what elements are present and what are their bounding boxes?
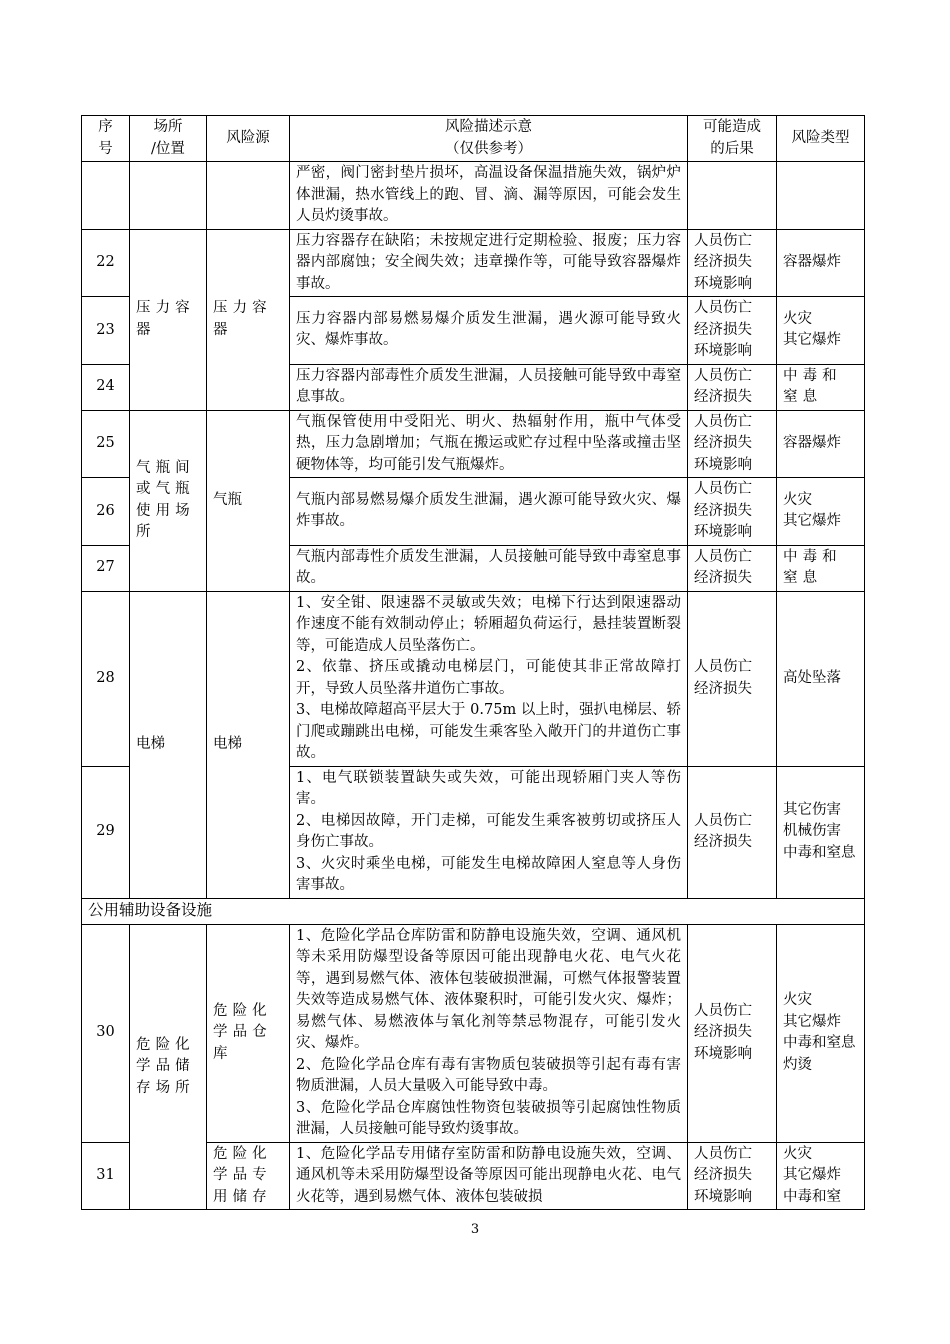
cell-no <box>82 162 130 230</box>
cell-consequence: 人员伤亡 经济损失 环境影响 <box>688 924 777 1142</box>
cell-no: 28 <box>82 591 130 766</box>
header-source: 风险源 <box>207 116 290 162</box>
cell-no: 25 <box>82 410 130 478</box>
table-row <box>82 591 865 766</box>
cell-consequence: 人员伤亡 经济损失 环境影响 <box>688 478 777 546</box>
header-place: 场所 /位置 <box>130 116 207 162</box>
cell-place: 电梯 <box>130 591 207 898</box>
cell-consequence: 人员伤亡 经济损失 环境影响 <box>688 1142 777 1210</box>
cell-desc: 气瓶内部毒性介质发生泄漏，人员接触可能导致中毒窒息事故。 <box>290 545 688 591</box>
cell-type: 中毒和窒息 <box>777 364 865 410</box>
cell-desc: 1、危险化学品仓库防雷和防静电设施失效，空调、通风机等未采用防爆型设备等原因可能出现静电火花、电气火花等，遇到易燃气体、液体包装破损泄漏，可燃气体报警装置失效等造成易燃气体、液体聚积时，可能引发火灾、爆炸；易燃气体、易燃液体与氧化剂等禁忌物混存，可能引发火灾、爆炸。 2、危险化学品仓库有毒有害物质包装破损等引起有毒有害物质泄漏，人员大量吸入可能导致中毒。 3、危险化学品仓库腐蚀性物资包装破损等引起腐蚀性物质泄漏，人员接触可能导致灼烫事故。 <box>290 924 688 1142</box>
cell-desc: 严密，阀门密封垫片损坏，高温设备保温措施失效，锅炉炉体泄漏，热水管线上的跑、冒、滴、漏等原因，可能会发生人员灼烫事故。 <box>290 162 688 230</box>
cell-consequence: 人员伤亡 经济损失 <box>688 364 777 410</box>
cell-source: 危险化学品专用储存 <box>207 1142 290 1210</box>
cell-consequence: 人员伤亡 经济损失 <box>688 591 777 766</box>
header-row <box>82 116 865 162</box>
cell-source: 电梯 <box>207 591 290 898</box>
risk-table <box>81 115 865 1210</box>
cell-type: 中毒和窒息 <box>777 545 865 591</box>
cell-consequence: 人员伤亡 经济损失 <box>688 766 777 898</box>
cell-type: 容器爆炸 <box>777 229 865 297</box>
page-number: 3 <box>470 1222 480 1237</box>
cell-consequence: 人员伤亡 经济损失 环境影响 <box>688 410 777 478</box>
cell-desc: 压力容器存在缺陷；未按规定进行定期检验、报废；压力容器内部腐蚀；安全阀失效；违章操作等，可能导致容器爆炸事故。 <box>290 229 688 297</box>
cell-desc: 1、安全钳、限速器不灵敏或失效；电梯下行达到限速器动作速度不能有效制动停止；轿厢超负荷运行，悬挂装置断裂等，可能造成人员坠落伤亡。 2、依靠、挤压或撬动电梯层门，可能使其非正常故障打开，导致人员坠落井道伤亡事故。 3、电梯故障超高平层大于 0.75m 以上时，强扒电梯层、轿门爬或蹦跳出电梯，可能发生乘客坠入敞开门的井道伤亡事故。 <box>290 591 688 766</box>
cell-source: 危险化学品仓库 <box>207 924 290 1142</box>
cell-type: 火灾 其它爆炸 <box>777 297 865 365</box>
cell-consequence: 人员伤亡 经济损失 环境影响 <box>688 229 777 297</box>
table-row <box>82 229 865 297</box>
cell-no: 26 <box>82 478 130 546</box>
table-row <box>82 924 865 1142</box>
cell-no: 29 <box>82 766 130 898</box>
cell-type <box>777 162 865 230</box>
cell-desc: 气瓶内部易燃易爆介质发生泄漏，遇火源可能导致火灾、爆炸事故。 <box>290 478 688 546</box>
cell-place <box>130 162 207 230</box>
cell-consequence: 人员伤亡 经济损失 环境影响 <box>688 297 777 365</box>
cell-desc: 1、危险化学品专用储存室防雷和防静电设施失效，空调、通风机等未采用防爆型设备等原因可能出现静电火花、电气火花等，遇到易燃气体、液体包装破损 <box>290 1142 688 1210</box>
cell-source: 压力容器 <box>207 229 290 410</box>
cell-consequence <box>688 162 777 230</box>
cell-source <box>207 162 290 230</box>
section-title: 公用辅助设备设施 <box>82 898 865 924</box>
cell-type: 其它伤害 机械伤害 中毒和窒息 <box>777 766 865 898</box>
cell-desc: 压力容器内部易燃易爆介质发生泄漏，遇火源可能导致火灾、爆炸事故。 <box>290 297 688 365</box>
cell-no: 23 <box>82 297 130 365</box>
header-type: 风险类型 <box>777 116 865 162</box>
cell-consequence: 人员伤亡 经济损失 <box>688 545 777 591</box>
header-consequence: 可能造成 的后果 <box>688 116 777 162</box>
header-desc: 风险描述示意 （仅供参考） <box>290 116 688 162</box>
cell-type: 火灾 其它爆炸 <box>777 478 865 546</box>
cell-desc: 压力容器内部毒性介质发生泄漏，人员接触可能导致中毒窒息事故。 <box>290 364 688 410</box>
cell-no: 30 <box>82 924 130 1142</box>
cell-no: 31 <box>82 1142 130 1210</box>
cell-no: 22 <box>82 229 130 297</box>
table-row <box>82 410 865 478</box>
cell-type: 火灾 其它爆炸 中毒和窒息 灼烫 <box>777 924 865 1142</box>
cell-place: 危险化学品储存场所 <box>130 924 207 1210</box>
cell-no: 24 <box>82 364 130 410</box>
table-row <box>82 162 865 230</box>
cell-type: 高处坠落 <box>777 591 865 766</box>
section-row <box>82 898 865 924</box>
cell-no: 27 <box>82 545 130 591</box>
cell-place: 气瓶间或气瓶使用场所 <box>130 410 207 591</box>
cell-place: 压力容器 <box>130 229 207 410</box>
cell-type: 火灾 其它爆炸 中毒和窒 <box>777 1142 865 1210</box>
cell-source: 气瓶 <box>207 410 290 591</box>
cell-desc: 1、电气联锁装置缺失或失效，可能出现轿厢门夹人等伤害。 2、电梯因故障，开门走梯，可能发生乘客被剪切或挤压人身伤亡事故。 3、火灾时乘坐电梯，可能发生电梯故障困人窒息等人身伤害事故。 <box>290 766 688 898</box>
cell-desc: 气瓶保管使用中受阳光、明火、热辐射作用，瓶中气体受热，压力急剧增加；气瓶在搬运或贮存过程中坠落或撞击坚硬物体等，均可能引发气瓶爆炸。 <box>290 410 688 478</box>
header-no: 序 号 <box>82 116 130 162</box>
cell-type: 容器爆炸 <box>777 410 865 478</box>
